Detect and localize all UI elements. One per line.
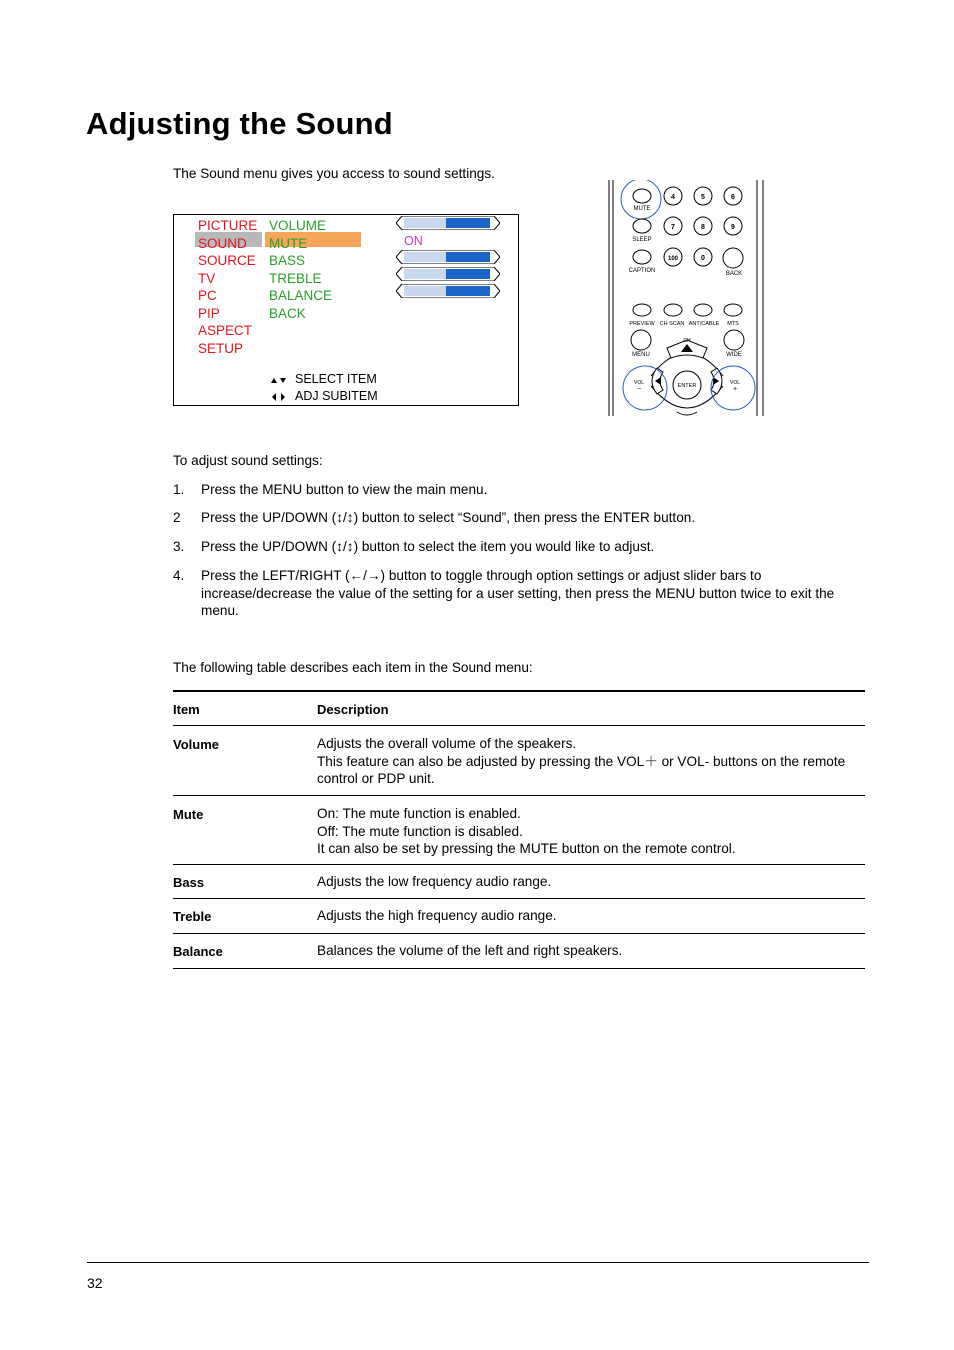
back-label: BACK [725, 271, 743, 277]
digit-100-label: 100 [667, 256, 679, 262]
table-header-row [173, 692, 865, 726]
sound-menu-screenshot [173, 214, 519, 406]
sleep-label: SLEEP [632, 237, 652, 243]
menu-item-pc: PC [198, 288, 217, 303]
sound-items-table [173, 690, 865, 969]
intro-text: The Sound menu gives you access to sound settings. [173, 166, 495, 181]
enter-label: ENTER [677, 383, 697, 389]
row-item: Volume [173, 737, 219, 752]
mute-button [633, 189, 651, 203]
menu-item-aspect: ASPECT [198, 323, 253, 338]
sleep-button [633, 219, 651, 233]
back-button [723, 248, 743, 268]
preview-label: PREVIEW [629, 321, 655, 327]
svg-text:+: + [732, 386, 738, 393]
digit-4-label: 4 [671, 194, 675, 201]
row-description: On: The mute function is enabled. Off: The mute function is disabled. It can also be set by pressing the MUTE button on the remote control. [317, 806, 736, 856]
menu-button [631, 330, 651, 350]
digit-9-label: 9 [731, 224, 735, 231]
mute-value: ON [404, 234, 423, 248]
menu-item-tv: TV [198, 270, 216, 286]
submenu-item-bass: BASS [269, 253, 306, 268]
table-row [173, 934, 865, 969]
row-description: Adjusts the overall volume of the speakers. This feature can also be adjusted by pressing the VOL＋ or VOL- buttons on the remote control or PDP unit. [317, 736, 846, 786]
step-number: 1. [173, 482, 185, 497]
wide-label: WIDE [726, 352, 742, 358]
svg-text:−: − [636, 386, 642, 393]
step-number: 2 [173, 510, 181, 525]
menu-item-picture: PICTURE [198, 218, 258, 233]
step-number: 3. [173, 539, 185, 554]
page-title: Adjusting the Sound [86, 106, 393, 141]
ant-cable-label: ANT/CABLE [688, 321, 720, 327]
menu-item-pip: PIP [198, 305, 220, 321]
hint-select-item: SELECT ITEM [295, 372, 377, 386]
bass-slider [396, 250, 500, 264]
vol-minus-label: VOL [633, 380, 645, 386]
mute-label: MUTE [633, 206, 651, 212]
menu-item-setup: SETUP [198, 340, 244, 356]
digit-7-label: 7 [671, 224, 675, 231]
page-number: 32 [87, 1275, 103, 1291]
row-description: Adjusts the high frequency audio range. [317, 908, 557, 923]
hint-adjust-subitem: ADJ SUBITEM [295, 389, 378, 403]
navigation-pad [651, 340, 723, 415]
row-description: Balances the volume of the left and right speakers. [317, 943, 623, 958]
digit-5-label: 5 [701, 194, 705, 201]
row-item: Treble [173, 909, 212, 924]
caption-button [633, 250, 651, 264]
submenu-item-back: BACK [269, 305, 306, 321]
sound-submenu-list [269, 217, 332, 322]
row-item: Bass [173, 875, 205, 890]
ch-label: CH [683, 338, 691, 344]
row-item: Balance [173, 944, 223, 959]
step-number: 4. [173, 568, 185, 583]
mts-label: MTS [727, 321, 739, 327]
footer-rule [87, 1262, 869, 1263]
ant-cable-button [694, 304, 712, 316]
up-down-arrows-icon [270, 375, 288, 385]
caption-label: CAPTION [628, 268, 656, 274]
mts-button [724, 304, 742, 316]
steps-heading: To adjust sound settings: [173, 453, 323, 468]
row-item: Mute [173, 807, 204, 822]
ch-scan-button [664, 304, 682, 316]
treble-slider [396, 267, 500, 281]
step-text: Press the MENU button to view the main menu. [201, 482, 488, 497]
table-row [173, 796, 865, 865]
left-right-arrows-icon [270, 392, 288, 402]
volume-slider [396, 216, 500, 230]
digit-0-label: 0 [701, 255, 705, 262]
digit-6-label: 6 [731, 194, 735, 201]
row-description: Adjusts the low frequency audio range. [317, 874, 552, 889]
digit-8-label: 8 [701, 224, 705, 231]
remote-control-illustration [607, 180, 767, 416]
step-text: Press the UP/DOWN (↕/↕) button to select the item you would like to adjust. [201, 539, 655, 554]
header-description: Description [317, 702, 389, 717]
table-row [173, 865, 865, 899]
submenu-item-balance: BALANCE [269, 288, 333, 303]
menu-item-sound: SOUND [198, 235, 247, 251]
balance-slider [396, 284, 500, 298]
wide-button [724, 330, 744, 350]
menu-item-source: SOURCE [198, 253, 256, 268]
header-item: Item [173, 702, 200, 717]
menu-label: MENU [632, 352, 650, 358]
vol-plus-label: VOL [729, 380, 741, 386]
submenu-item-volume: VOLUME [269, 218, 327, 233]
ch-scan-label: CH SCAN [659, 321, 685, 327]
table-row [173, 726, 865, 796]
main-menu-list [198, 217, 257, 357]
step-text: Press the UP/DOWN (↕/↕) button to select “Sound”, then press the ENTER button. [201, 510, 696, 525]
table-row [173, 899, 865, 934]
submenu-item-treble: TREBLE [269, 270, 322, 286]
table-intro: The following table describes each item in the Sound menu: [173, 660, 533, 675]
preview-button [633, 304, 651, 316]
submenu-item-mute: MUTE [269, 235, 308, 251]
step-text: Press the LEFT/RIGHT (←/→) button to toggle through option settings or adjust slider bars to increase/decrease the value of the setting for a user setting, then press the MENU button twice to exit the menu. [201, 568, 835, 618]
